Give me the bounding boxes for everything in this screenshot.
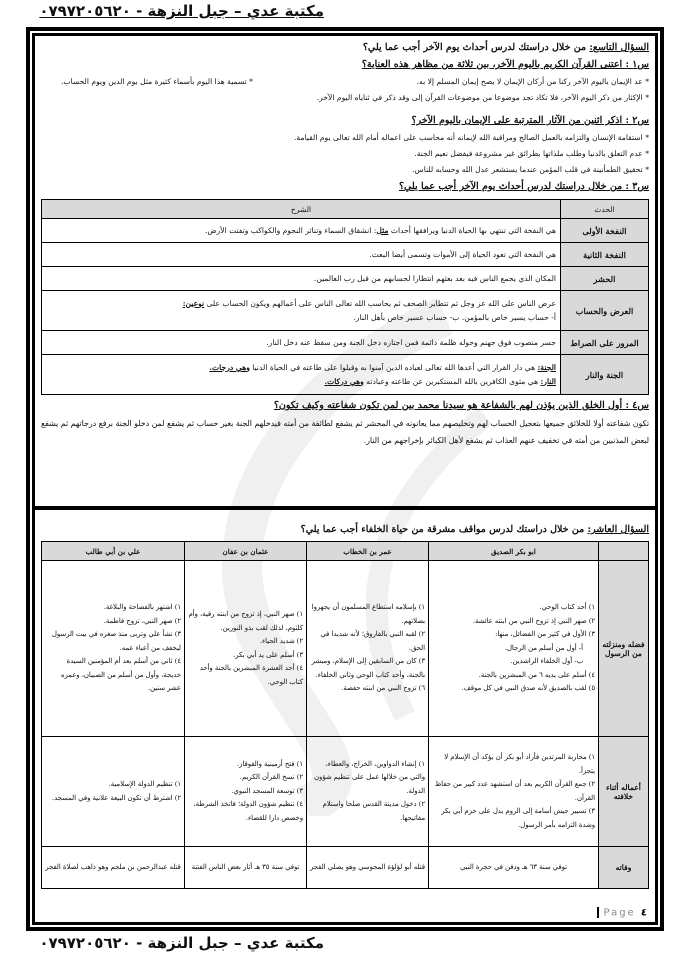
question-10-label: السؤال العاشر: xyxy=(587,524,649,535)
sub-question-2-bullet: * تحقيق الطمأنينة في قلب المؤمن عندما يستشعر عدل الله وحسابه للناس. xyxy=(412,165,649,174)
library-header: مكتبة عدي – جبل النزهة - ٠٧٩٧٢٠٥٦٢٠ xyxy=(39,2,324,20)
question-9-title xyxy=(41,39,649,56)
caliphs-table xyxy=(41,541,649,889)
event-explanation xyxy=(42,219,561,243)
caliphs-table-header xyxy=(42,542,649,561)
list-item: ١) تنظيم الدولة الإسلامية. xyxy=(108,780,181,788)
list-item: ٥) لقب بالصديق لأنه صدق النبي في كل موقف. xyxy=(461,684,595,693)
sub-question-1-bullet: * الإكثار من ذكر اليوم الآخر، فلا تكاد تجد موضوعا من موضوعات القرآن إلى وقد ذكر في ثناياه اليوم الآخر. xyxy=(316,93,649,102)
list-item: ١) بإسلامه استطاع المسلمون أن يجهروا بصلاتهم. xyxy=(311,603,425,625)
question-9-section xyxy=(35,36,655,510)
page-separator xyxy=(597,907,599,918)
question-9-label: السؤال التاسع: xyxy=(589,42,649,53)
table-row-virtues xyxy=(42,561,649,737)
sub-question-1-row xyxy=(41,74,649,90)
page-label: Page xyxy=(603,907,636,918)
list-item: ٤) ثاني من أسلم بعد أم المؤمنين السيدة خديجة، وأول من أسلم من الصبيان، وعمره عشر سنين. xyxy=(60,657,181,693)
list-item: ٣) أسلم على يد أبي بكر. xyxy=(233,650,303,659)
sub-question-2-bullet: * استقامة الإنسان والتزامه بالعمل الصالح ومراقبة الله لإيمانه أنه محاسب على اعماله أمام الله تعالى يوم القيامة. xyxy=(294,133,649,142)
list-item: ١) اشتهر بالفصاحة والبلاغة. xyxy=(103,603,181,612)
event-name: العرض والحساب xyxy=(561,291,649,331)
list-item: ٢) دخول مدينة القدس صلحا واستلام مفاتيحها. xyxy=(322,800,425,822)
table-row xyxy=(42,219,649,243)
sub-question-4-answer: تكون شفاعته أولا للخلائق جميعها بتعجيل الحساب لهم وتخليصهم مما يعانونه في المحشر ثم يشفع لطائفة من أمته فيدخلهم الجنة بغير حساب ثم يشفع لمن دخلو الجنة برفع درجاتهم ثم يشفع لبعض المذنبين من أمته في تخفيف عنهم العذاب ثم يشفع لأهل الكبائر بإخراجهم من النار. xyxy=(41,419,649,445)
list-item: ٢) صهر النبي إذ تزوج النبي من ابنته عائشة. xyxy=(472,616,595,625)
cell-abu-bakr: توفي سنة ٦٣ هـ ودفن في حجرة النبي xyxy=(429,847,599,889)
list-item: ١) فتح أرمينية والقوقاز. xyxy=(236,759,303,768)
question-9-text: من خلال دراستك لدرس أحداث يوم الآخر أجب عما يلي؟ xyxy=(362,42,587,53)
list-item: ٢) نسخ القرآن الكريم. xyxy=(239,773,303,782)
list-item: أ- أول من أسلم من الرجال. xyxy=(504,643,583,652)
events-table-header xyxy=(42,200,649,219)
list-item: ب- أول الخلفاء الراشدين. xyxy=(510,657,583,666)
list-item: ١) أحد كتاب الوحي. xyxy=(539,603,595,612)
page-number: ٤ xyxy=(640,907,647,918)
cell-ali xyxy=(42,737,185,847)
jannah-label: الجنة: xyxy=(537,362,556,372)
explanation-text: هي النفخة التي تنتهي بها الحياة الدنيا ويرافقها أحداث xyxy=(388,225,556,235)
list-item: ٦) تزوج النبي من ابنته حفصة. xyxy=(341,684,425,693)
question-10-section xyxy=(35,514,655,922)
list-item: ٢) لقبه النبي بالفاروق؛ لأنه شديدا في الحق. xyxy=(320,630,425,652)
explanation-emphasis: مثل xyxy=(376,225,389,235)
explanation-text: عرض الناس على الله عز وجل ثم تتطاير الصحف ثم يحاسب الله تعالى الناس على أعمالهم ويكون الحساب على xyxy=(204,298,556,308)
event-name: الحشر xyxy=(561,267,649,291)
event-name: النفخة الأولى xyxy=(561,219,649,243)
column-header-uthman: عثمان بن عفان xyxy=(185,542,307,561)
column-header-blank xyxy=(599,542,649,561)
event-name: النفخة الثانية xyxy=(561,243,649,267)
column-header-ali: علي بن أبي طالب xyxy=(42,542,185,561)
cell-uthman: توفي سنة ٣٥ هـ أثار بعض الناس الفتنة xyxy=(185,847,307,889)
jannah-text: هي دار القرار التي أعدها الله تعالى لعباده الذين آمنوا به وقبلوا على طاعته في الحياة الدنيا xyxy=(249,362,538,372)
cell-ali: قتله عبدالرحمن بن ملجم وهو ذاهب لصلاة الفجر xyxy=(42,847,185,889)
cell-abu-bakr xyxy=(429,737,599,847)
row-label: أعماله أثناء خلافته xyxy=(599,737,649,847)
event-name: المرور على الصراط xyxy=(561,331,649,355)
table-row xyxy=(42,331,649,355)
row-label: فضله ومنزلته من الرسول xyxy=(599,561,649,737)
page-frame-inner xyxy=(32,33,658,925)
list-item: ٢) صهر النبي، تزوج فاطمة. xyxy=(103,616,181,625)
table-row xyxy=(42,355,649,395)
table-row-death xyxy=(42,847,649,889)
table-row-deeds xyxy=(42,737,649,847)
event-explanation: هي النفخة التي تعود الحياة إلى الأموات وتسمى أيضا البعث. xyxy=(42,243,561,267)
sub-question-2-bullet: * عدم التعلق بالدنيا وطلب ملذاتها بطرائق غير مشروعة فيفضل نعيم الجنة. xyxy=(414,149,649,158)
sub-question-3-title: س٣ : من خلال دراستك لدرس أحداث يوم الآخر أجب عما يلي؟ xyxy=(398,181,649,192)
sub-question-4-title: س٤ : أول الخلق الذين يؤذن لهم بالشفاعة هو سيدنا محمد بين لمن تكون شفاعته وكيف تكون؟ xyxy=(273,400,649,411)
sub-question-2-title: س٢ : اذكر اثنين من الآثار المترتبة على الإيمان باليوم الآخر؟ xyxy=(411,115,649,126)
column-header-explanation: الشرح xyxy=(42,200,561,219)
question-10-text: من خلال دراستك لدرس مواقف مشرقة من حياة الخلفاء أجب عما يلي؟ xyxy=(300,524,585,535)
cell-uthman xyxy=(185,561,307,737)
event-name: الجنة والنار xyxy=(561,355,649,395)
cell-umar: قتله أبو لؤلؤة المجوسي وهو يصلي الفجر xyxy=(307,847,429,889)
event-explanation xyxy=(42,291,561,331)
nar-label: النار: xyxy=(540,376,556,386)
list-item: ٢) جمع القرآن الكريم بعد أن استشهد عدد كبير من حفاظ القرآن. xyxy=(434,780,595,802)
column-header-abu-bakr: ابو بكر الصديق xyxy=(429,542,599,561)
question-10-title xyxy=(41,521,649,538)
table-row xyxy=(42,267,649,291)
list-item: ١) إنشاء الدواوين، الخراج، والعطاء، والتي من خلالها عمل على تنظيم شؤون الدولة. xyxy=(314,759,425,795)
page-indicator xyxy=(597,907,647,919)
column-header-umar: عمر بن الخطاب xyxy=(307,542,429,561)
row-label: وفاته xyxy=(599,847,649,889)
event-explanation: المكان الذي يجمع الناس فيه بعد بعثهم انتظارا لحسابهم من قبل رب العالمين. xyxy=(42,267,561,291)
list-item: ٢) شديد الحياء. xyxy=(259,637,303,645)
event-explanation: جسر منصوب فوق جهنم وحوله ظلمة دائمة فمن اجتازه دخل الجنة ومن سقط عنه دخل النار. xyxy=(42,331,561,355)
explanation-types: أ- حساب يسير خاص بالمؤمن. ب- حساب عسير خاص بأهل النار. xyxy=(353,312,556,322)
nar-emphasis: وهي دركات. xyxy=(324,376,364,386)
jannah-emphasis: وهي درجات. xyxy=(209,362,250,372)
cell-ali xyxy=(42,561,185,737)
explanation-text: : انشقاق السماء وتناثر النجوم والكواكب وتفتت الأرض. xyxy=(204,225,377,235)
list-item: ١) صهر النبي، إذ تزوج من ابنته رقية، وأم كلثوم، لذلك لقب بذو النورين. xyxy=(188,610,303,632)
cell-umar xyxy=(307,737,429,847)
column-header-event: الحدث xyxy=(561,200,649,219)
list-item: ٤) أسلم على يديه ٦ من المبشرين بالجنة. xyxy=(478,670,595,679)
events-table xyxy=(41,199,649,395)
library-footer: مكتبة عدي – جبل النزهة - ٠٧٩٧٢٠٥٦٢٠ xyxy=(39,934,324,952)
sub-question-1-bullet: * عد الإيمان باليوم الآخر ركنا من أركان الإيمان لا يصح إيمان المسلم إلا به. xyxy=(416,77,649,86)
list-item: ٣) الأول في كثير من الفضائل، منها: xyxy=(495,630,595,639)
list-item: ٢) اشترط أن تكون البيعة علانية وفي المسجد. xyxy=(51,793,181,802)
list-item: ١) محاربة المرتدين فأراد أبو بكر أن يؤكد أن الإسلام لا يتجزأ. xyxy=(444,753,595,775)
list-item: ٣) نشأ علي وتربى منذ صغره في بيت الرسول ليخفف من أعباء عمه. xyxy=(51,630,181,652)
list-item: ٣) تسيير جيش أسامة إلى الروم يدل على حزم أبي بكر وشدة التزامه بأمر الرسول. xyxy=(441,807,595,829)
sub-question-1-title: س١ : اعتنى القرآن الكريم باليوم الآخر، بين ثلاثة من مظاهر هذه العناية؟ xyxy=(361,59,649,70)
table-row xyxy=(42,291,649,331)
cell-abu-bakr xyxy=(429,561,599,737)
list-item: ٤) أحد العشرة المبشرين بالجنة وأحد كتاب الوحي. xyxy=(199,664,303,686)
nar-text: هي مثوى الكافرين بالله المستكبرين عن طاعته وعبادته xyxy=(363,376,541,386)
cell-uthman xyxy=(185,737,307,847)
cell-umar xyxy=(307,561,429,737)
explanation-emphasis: نوعين: xyxy=(182,298,205,308)
page-frame xyxy=(26,27,664,931)
sub-question-1-bullet: * تسمية هذا اليوم بأسماء كثيرة مثل يوم الدين ويوم الحساب. xyxy=(61,77,253,86)
table-row xyxy=(42,243,649,267)
list-item: ٤) تنظيم شؤون الدولة؛ فاتخذ الشرطة، وخصص دارا للقضاء. xyxy=(193,800,303,822)
list-item: ٣) توسعة المسجد النبوي. xyxy=(231,786,303,795)
event-explanation xyxy=(42,355,561,395)
list-item: ٣) كان من السابقين إلى الإسلام، ومبشر بالجنة، وأحد كتاب الوحي وثاني الخلفاء. xyxy=(311,657,425,679)
